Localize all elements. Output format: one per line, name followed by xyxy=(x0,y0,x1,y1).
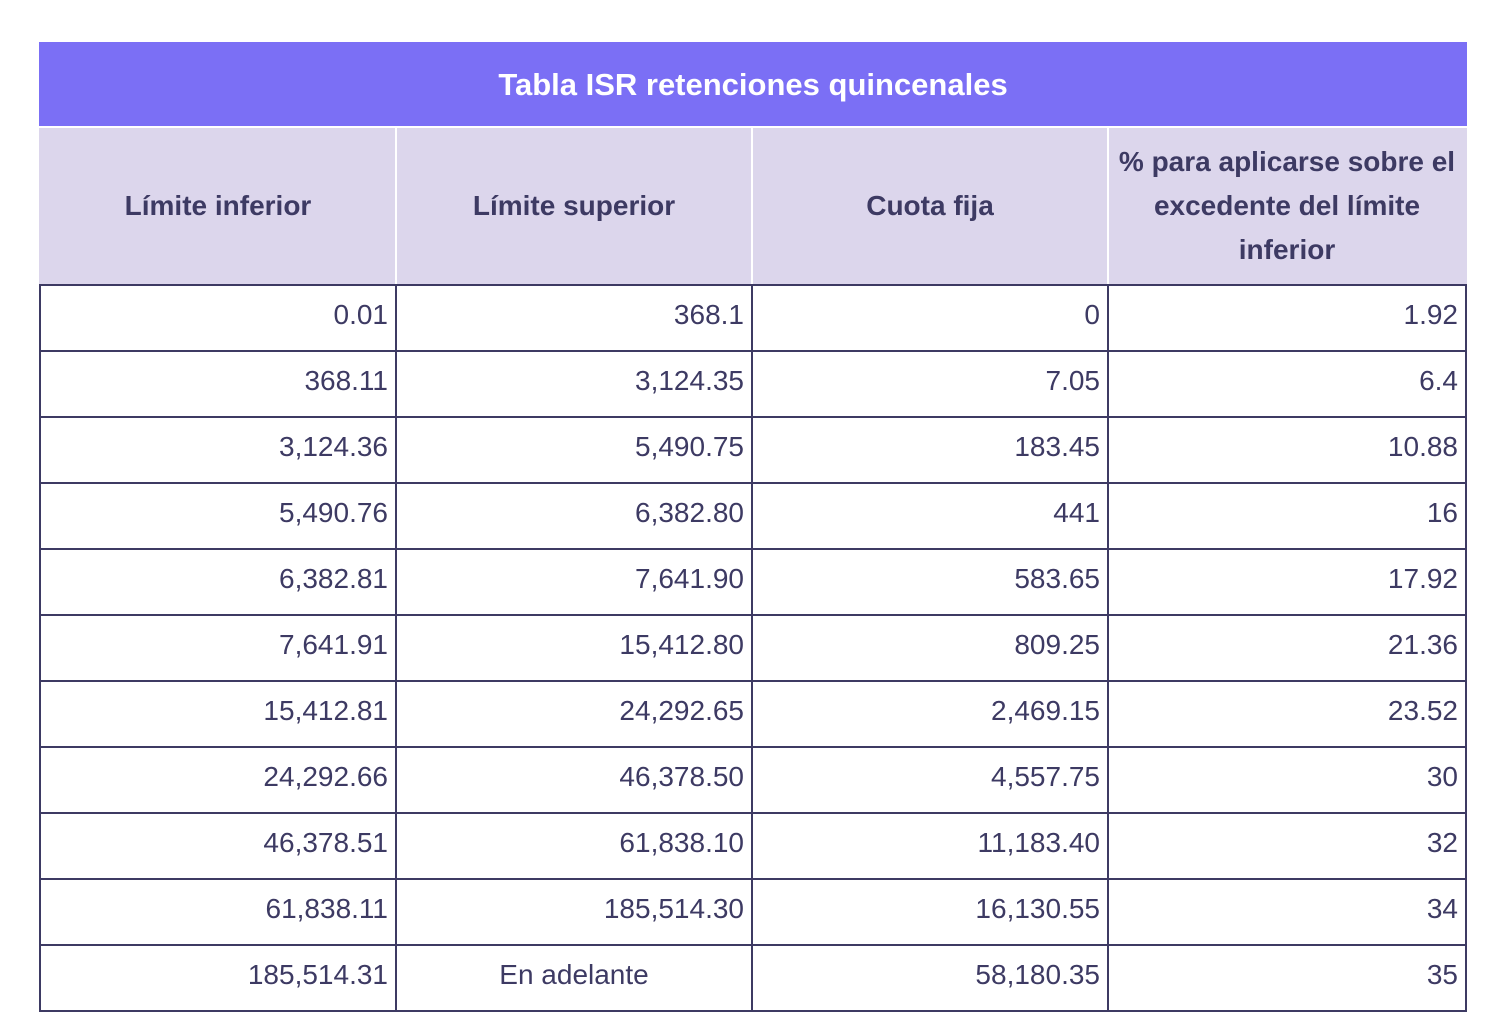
cell-cuota-fija: 583.65 xyxy=(752,549,1108,615)
cell-cuota-fija: 58,180.35 xyxy=(752,945,1108,1011)
cell-porcentaje: 34 xyxy=(1108,879,1466,945)
cell-limite-inferior: 185,514.31 xyxy=(40,945,396,1011)
cell-porcentaje: 1.92 xyxy=(1108,285,1466,351)
cell-limite-inferior: 24,292.66 xyxy=(40,747,396,813)
table-row xyxy=(40,681,1466,747)
table-row xyxy=(40,483,1466,549)
table-row xyxy=(40,879,1466,945)
cell-limite-superior: 368.1 xyxy=(396,285,752,351)
cell-cuota-fija: 183.45 xyxy=(752,417,1108,483)
header-row xyxy=(40,127,1466,285)
table-row xyxy=(40,549,1466,615)
cell-porcentaje: 16 xyxy=(1108,483,1466,549)
cell-porcentaje: 17.92 xyxy=(1108,549,1466,615)
cell-limite-superior: 61,838.10 xyxy=(396,813,752,879)
title-row xyxy=(40,43,1466,127)
header-limite-inferior: Límite inferior xyxy=(40,127,396,285)
table-row xyxy=(40,813,1466,879)
cell-cuota-fija: 4,557.75 xyxy=(752,747,1108,813)
table-row xyxy=(40,285,1466,351)
cell-limite-superior: 3,124.35 xyxy=(396,351,752,417)
cell-porcentaje: 10.88 xyxy=(1108,417,1466,483)
cell-cuota-fija: 809.25 xyxy=(752,615,1108,681)
header-cuota-fija: Cuota fija xyxy=(752,127,1108,285)
cell-porcentaje: 6.4 xyxy=(1108,351,1466,417)
cell-cuota-fija: 7.05 xyxy=(752,351,1108,417)
table-title: Tabla ISR retenciones quincenales xyxy=(40,43,1466,127)
cell-limite-inferior: 0.01 xyxy=(40,285,396,351)
cell-porcentaje: 21.36 xyxy=(1108,615,1466,681)
cell-limite-superior: 15,412.80 xyxy=(396,615,752,681)
cell-limite-superior: En adelante xyxy=(396,945,752,1011)
cell-limite-superior: 7,641.90 xyxy=(396,549,752,615)
cell-limite-inferior: 5,490.76 xyxy=(40,483,396,549)
isr-table xyxy=(39,42,1467,1012)
cell-limite-inferior: 61,838.11 xyxy=(40,879,396,945)
isr-table-container xyxy=(39,42,1465,1012)
cell-limite-superior: 46,378.50 xyxy=(396,747,752,813)
table-row xyxy=(40,747,1466,813)
cell-limite-superior: 5,490.75 xyxy=(396,417,752,483)
cell-limite-inferior: 368.11 xyxy=(40,351,396,417)
cell-porcentaje: 23.52 xyxy=(1108,681,1466,747)
cell-limite-inferior: 15,412.81 xyxy=(40,681,396,747)
cell-porcentaje: 30 xyxy=(1108,747,1466,813)
table-row xyxy=(40,351,1466,417)
cell-cuota-fija: 2,469.15 xyxy=(752,681,1108,747)
cell-cuota-fija: 11,183.40 xyxy=(752,813,1108,879)
cell-limite-inferior: 7,641.91 xyxy=(40,615,396,681)
cell-cuota-fija: 441 xyxy=(752,483,1108,549)
cell-porcentaje: 32 xyxy=(1108,813,1466,879)
cell-limite-superior: 185,514.30 xyxy=(396,879,752,945)
table-row xyxy=(40,615,1466,681)
header-limite-superior: Límite superior xyxy=(396,127,752,285)
cell-porcentaje: 35 xyxy=(1108,945,1466,1011)
cell-limite-inferior: 6,382.81 xyxy=(40,549,396,615)
cell-cuota-fija: 0 xyxy=(752,285,1108,351)
header-porcentaje-excedente: % para aplicarse sobre el excedente del límite inferior xyxy=(1108,127,1466,285)
table-row xyxy=(40,417,1466,483)
cell-limite-inferior: 3,124.36 xyxy=(40,417,396,483)
cell-limite-superior: 6,382.80 xyxy=(396,483,752,549)
cell-limite-superior: 24,292.65 xyxy=(396,681,752,747)
cell-limite-inferior: 46,378.51 xyxy=(40,813,396,879)
cell-cuota-fija: 16,130.55 xyxy=(752,879,1108,945)
table-row xyxy=(40,945,1466,1011)
